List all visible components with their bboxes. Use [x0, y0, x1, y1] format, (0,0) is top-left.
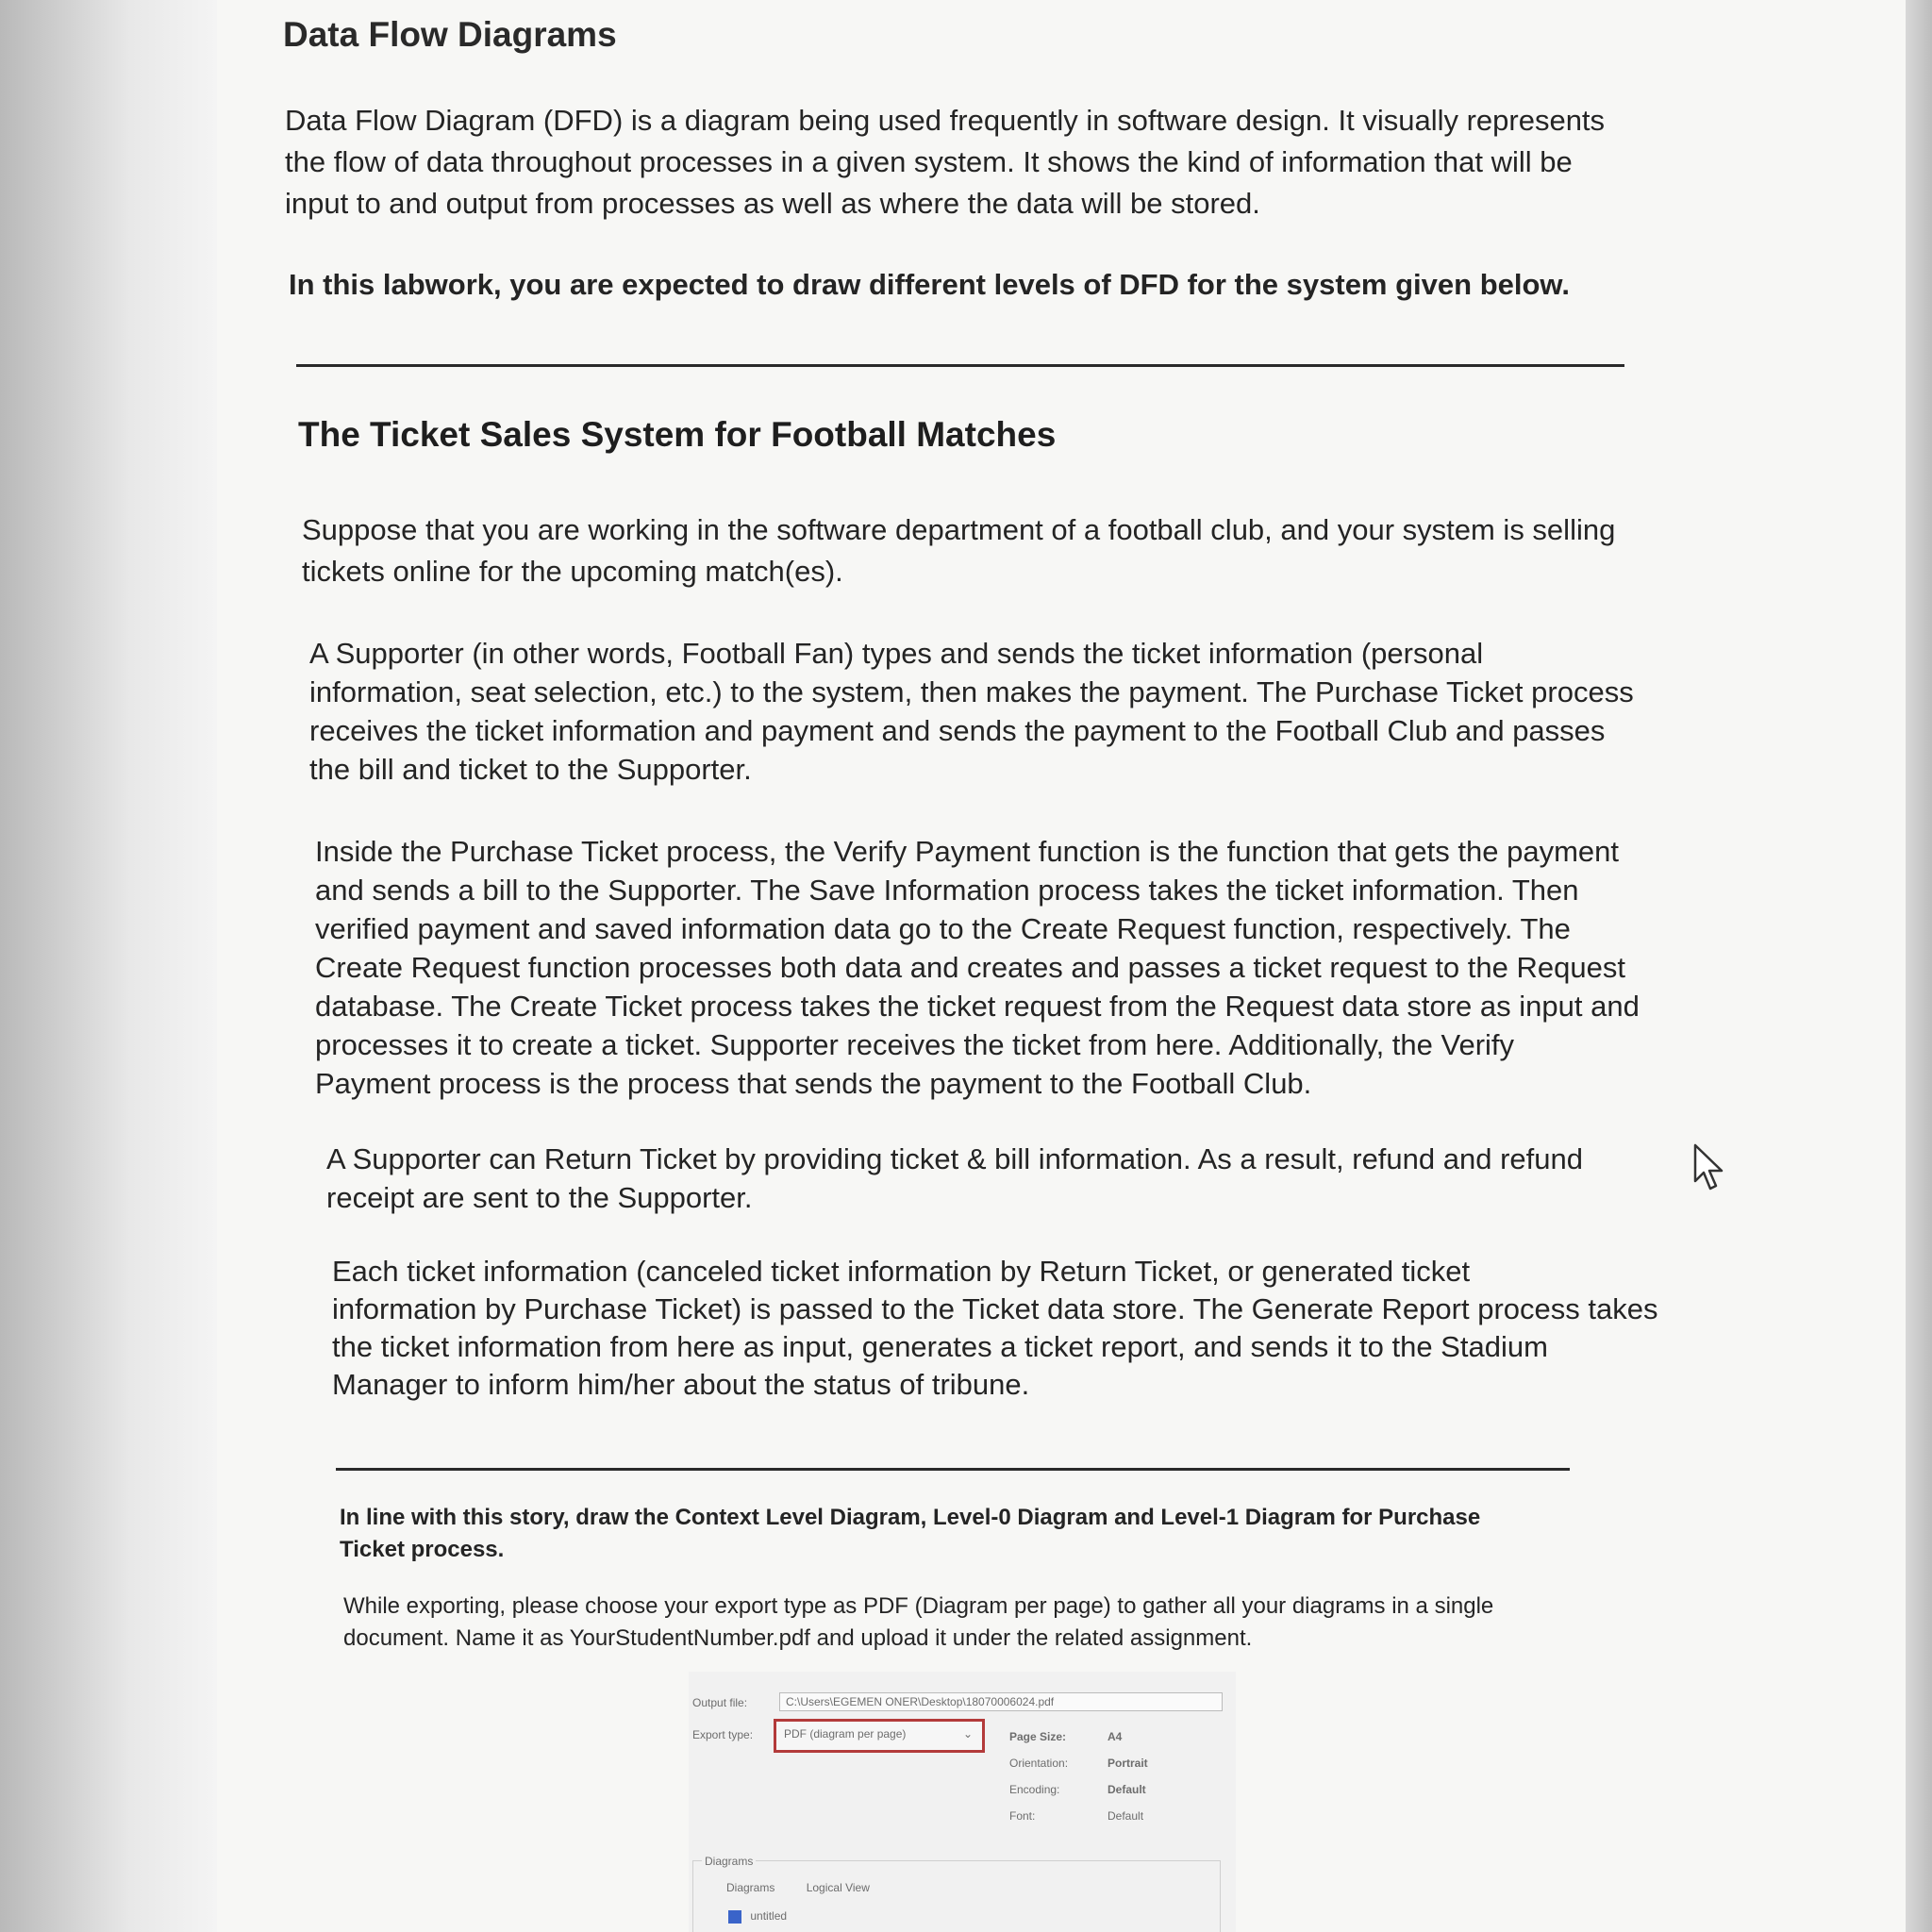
- diagram-tabs: [726, 1881, 898, 1894]
- paragraph-line: receives the ticket information and payment and sends the payment to the Football Club and passes: [309, 714, 1606, 747]
- paragraph-line: and sends a bill to the Supporter. The Save Information process takes the ticket information. Then: [315, 874, 1579, 907]
- paragraph-line: the ticket information from here as input, generates a ticket report, and sends it to the Stadium: [332, 1330, 1548, 1363]
- paragraph-line: verified payment and saved information data go to the Create Request function, respectively. The: [315, 912, 1571, 945]
- paragraph-line: Create Request function processes both data and creates and passes a ticket request to the Request: [315, 951, 1625, 984]
- checkbox-icon[interactable]: [728, 1910, 741, 1924]
- intro-line: input to and output from processes as well as where the data will be stored.: [285, 187, 1260, 220]
- encoding-value[interactable]: Default: [1108, 1783, 1146, 1796]
- paragraph-line: A Supporter (in other words, Football Fan) types and sends the ticket information (personal: [309, 637, 1484, 670]
- page-title: Data Flow Diagrams: [283, 15, 617, 54]
- output-file-label: Output file:: [692, 1696, 748, 1709]
- tab-diagrams[interactable]: Diagrams: [726, 1881, 775, 1894]
- output-file-field[interactable]: C:\Users\EGEMEN ONER\Desktop\18070006024.pdf: [779, 1692, 1223, 1711]
- paragraph-ticket-store: [332, 1253, 1657, 1404]
- paragraph-line: While exporting, please choose your export type as PDF (Diagram per page) to gather all your diagrams in a single: [343, 1593, 1494, 1619]
- paragraph-line: processes it to create a ticket. Supporter receives the ticket from here. Additionally, the Verify: [315, 1028, 1515, 1061]
- paragraph-line: Payment process is the process that sends the payment to the Football Club.: [315, 1067, 1312, 1100]
- intro-paragraph: [285, 100, 1605, 225]
- tree-item-label: untitled: [750, 1909, 788, 1923]
- paragraph-return-ticket: [326, 1140, 1583, 1217]
- paragraph-purchase-process: [315, 832, 1640, 1103]
- paragraph-line: In line with this story, draw the Context Level Diagram, Level-0 Diagram and Level-1 Diagram for Purchase: [340, 1505, 1481, 1530]
- screen-bezel-right: [1906, 0, 1932, 1932]
- page-size-value[interactable]: A4: [1108, 1730, 1123, 1743]
- page-shadow-left: [0, 0, 217, 1932]
- export-type-label: Export type:: [692, 1728, 754, 1741]
- export-instruction: [343, 1591, 1493, 1655]
- export-dialog-screenshot: [689, 1672, 1236, 1932]
- divider: [296, 364, 1624, 367]
- export-type-value: PDF (diagram per page): [784, 1727, 907, 1740]
- encoding-label: Encoding:: [1009, 1783, 1060, 1796]
- paragraph-line: database. The Create Ticket process takes the ticket request from the Request data store as input and: [315, 990, 1640, 1023]
- paragraph-line: document. Name it as YourStudentNumber.pdf and upload it under the related assignment.: [343, 1625, 1253, 1651]
- font-value[interactable]: Default: [1108, 1809, 1144, 1823]
- tree-item-untitled[interactable]: [728, 1909, 787, 1924]
- paragraph-line: Each ticket information (canceled ticket information by Return Ticket, or generated ticket: [332, 1255, 1471, 1288]
- paragraph-supporter: [309, 634, 1634, 789]
- paragraph-line: information, seat selection, etc.) to the system, then makes the payment. The Purchase Ticket process: [309, 675, 1634, 708]
- paragraph-line: the bill and ticket to the Supporter.: [309, 753, 752, 786]
- section-title: The Ticket Sales System for Football Matches: [298, 415, 1057, 454]
- page-size-label: Page Size:: [1009, 1730, 1067, 1743]
- paragraph-line: Inside the Purchase Ticket process, the Verify Payment function is the function that gets the payment: [315, 835, 1619, 868]
- orientation-value[interactable]: Portrait: [1108, 1757, 1148, 1770]
- export-type-select[interactable]: [774, 1719, 985, 1753]
- intro-line: Data Flow Diagram (DFD) is a diagram being used frequently in software design. It visually represents: [285, 104, 1606, 137]
- intro-line: the flow of data throughout processes in a given system. It shows the kind of information that will be: [285, 145, 1573, 178]
- orientation-label: Orientation:: [1009, 1757, 1069, 1770]
- task-instruction: [340, 1502, 1480, 1566]
- diagrams-group-label: Diagrams: [702, 1855, 756, 1868]
- paragraph-line: Ticket process.: [340, 1537, 505, 1562]
- paragraph-line: tickets online for the upcoming match(es).: [302, 555, 843, 588]
- mouse-pointer-icon: [1693, 1143, 1727, 1192]
- font-label: Font:: [1009, 1809, 1036, 1823]
- paragraph-line: receipt are sent to the Supporter.: [326, 1181, 753, 1214]
- paragraph-line: Manager to inform him/her about the status of tribune.: [332, 1368, 1030, 1401]
- paragraph-line: information by Purchase Ticket) is passed to the Ticket data store. The Generate Report process takes: [332, 1292, 1658, 1325]
- tab-logical-view[interactable]: Logical View: [806, 1881, 870, 1894]
- paragraph-line: Suppose that you are working in the software department of a football club, and your system is selling: [302, 513, 1616, 546]
- paragraph-line: A Supporter can Return Ticket by providing ticket & bill information. As a result, refund and refund: [326, 1142, 1583, 1175]
- labwork-statement: In this labwork, you are expected to draw different levels of DFD for the system given below.: [289, 268, 1570, 301]
- divider: [336, 1468, 1570, 1471]
- paragraph-intro-scenario: [302, 509, 1615, 592]
- chevron-down-icon: ⌄: [962, 1727, 973, 1740]
